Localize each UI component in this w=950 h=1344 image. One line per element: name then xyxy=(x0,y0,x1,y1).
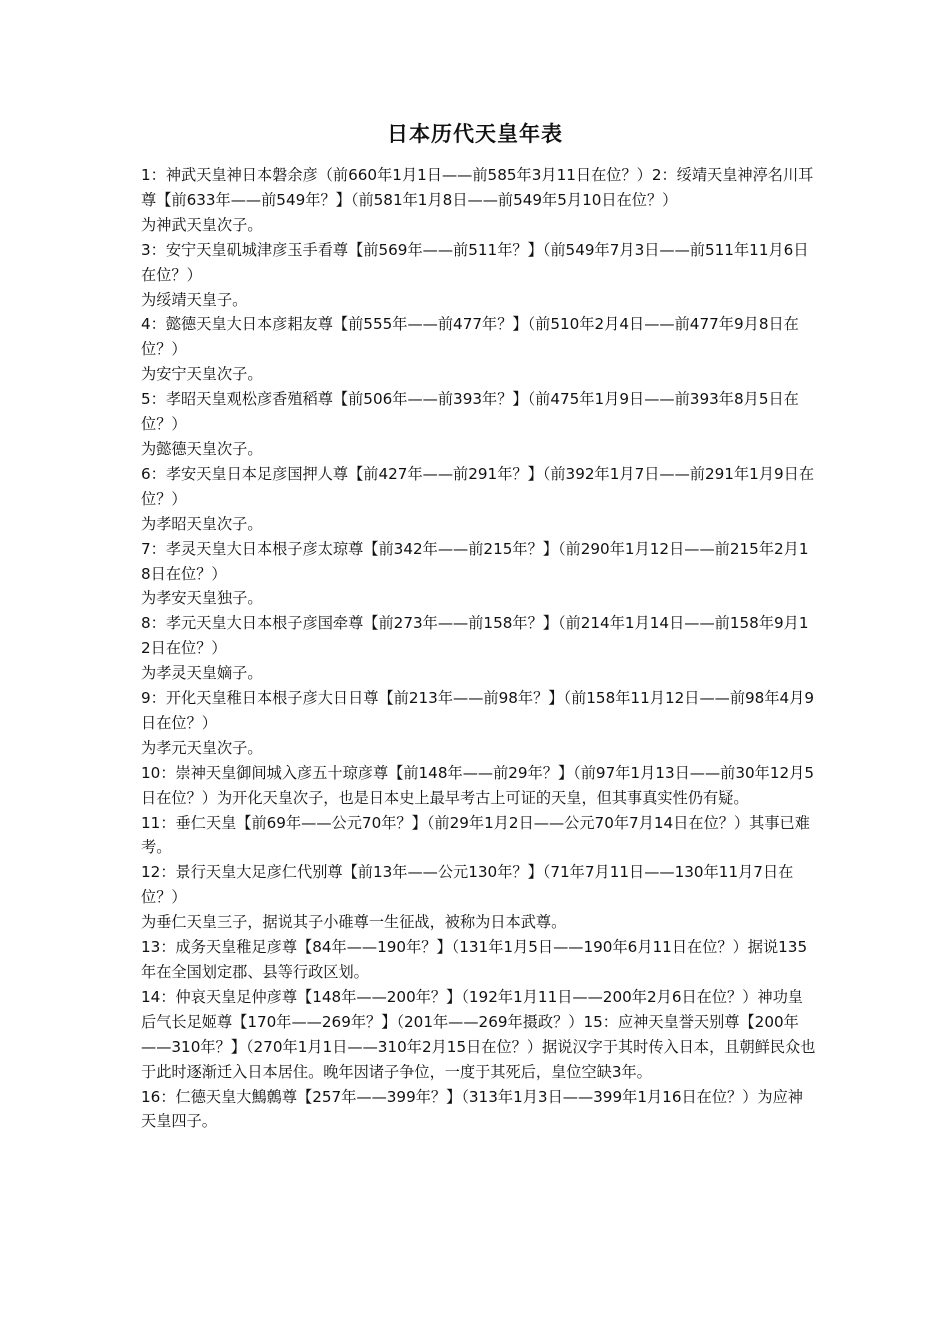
document-body xyxy=(141,163,817,1134)
paragraph: 为孝元天皇次子。 xyxy=(141,738,263,757)
paragraph: 6：孝安天皇日本足彦国押人尊【前427年——前291年？】（前392年1月7日——前291年1月9日在位？） xyxy=(141,464,815,508)
paragraph: 为孝安天皇独子。 xyxy=(141,589,263,608)
paragraph: 7：孝灵天皇大日本根子彦太琼尊【前342年——前215年？】（前290年1月12日——前215年2月18日在位？） xyxy=(141,539,809,583)
paragraph: 12：景行天皇大足彦仁代别尊【前13年——公元130年？】（71年7月11日——130年11月7日在位？） xyxy=(141,863,794,907)
paragraph: 14：仲哀天皇足仲彦尊【148年——200年？】（192年1月11日——200年2月6日在位？）神功皇后气长足姬尊【170年——269年？】（201年——269年摄政？）15：应神天皇誉天别尊【200年——310年？】（270年1月1日——310年2月15日在位？）据说汉字于其时传入日本，且朝鲜民众也于此时逐渐迁入日本居住。晚年因诸子争位，一度于其死后，皇位空缺3年。 xyxy=(141,987,816,1081)
paragraph: 为安宁天皇次子。 xyxy=(141,365,263,384)
paragraph: 为懿德天皇次子。 xyxy=(141,439,263,458)
paragraph: 5：孝昭天皇观松彦香殖稻尊【前506年——前393年？】（前475年1月9日——前393年8月5日在位？） xyxy=(141,390,799,434)
paragraph: 为垂仁天皇三子，据说其子小碓尊一生征战，被称为日本武尊。 xyxy=(141,913,567,932)
paragraph: 10：崇神天皇御间城入彦五十琼彦尊【前148年——前29年？】（前97年1月13日——前30年12月5日在位？）为开化天皇次子，也是日本史上最早考古上可证的天皇，但其事真实性仍有疑。 xyxy=(141,763,815,807)
paragraph: 9：开化天皇稚日本根子彦大日日尊【前213年——前98年？】（前158年11月12日——前98年4月9日在位？） xyxy=(141,689,815,732)
paragraph: 为孝昭天皇次子。 xyxy=(141,514,263,533)
paragraph: 11：垂仁天皇【前69年——公元70年？】（前29年1月2日——公元70年7月14日在位？）其事已难考。 xyxy=(141,813,810,857)
paragraph: 3：安宁天皇矶城津彦玉手看尊【前569年——前511年？】（前549年7月3日——前511年11月6日在位？） xyxy=(141,240,809,284)
paragraph: 4：懿德天皇大日本彦耜友尊【前555年——前477年？】（前510年2月4日——前477年9月8日在位？） xyxy=(141,315,799,359)
paragraph: 16：仁德天皇大鷦鷯尊【257年——399年？】（313年1月3日——399年1月16日在位？）为应神天皇四子。 xyxy=(141,1087,803,1131)
paragraph: 为孝灵天皇嫡子。 xyxy=(141,664,263,683)
paragraph: 13：成务天皇稚足彦尊【84年——190年？】（131年1月5日——190年6月11日在位？）据说135年在全国划定郡、县等行政区划。 xyxy=(141,938,808,981)
paragraph: 1：神武天皇神日本磐余彦（前660年1月1日——前585年3月11日在位？）2：绥靖天皇神渟名川耳尊【前633年——前549年？】（前581年1月8日——前549年5月10日在位？） xyxy=(141,166,814,209)
paragraph: 为绥靖天皇子。 xyxy=(141,290,248,309)
paragraph: 8：孝元天皇大日本根子彦国牵尊【前273年——前158年？】（前214年1月14日——前158年9月12日在位？） xyxy=(141,614,809,658)
paragraph: 为神武天皇次子。 xyxy=(141,215,263,234)
document-title: 日本历代天皇年表 xyxy=(387,122,563,146)
